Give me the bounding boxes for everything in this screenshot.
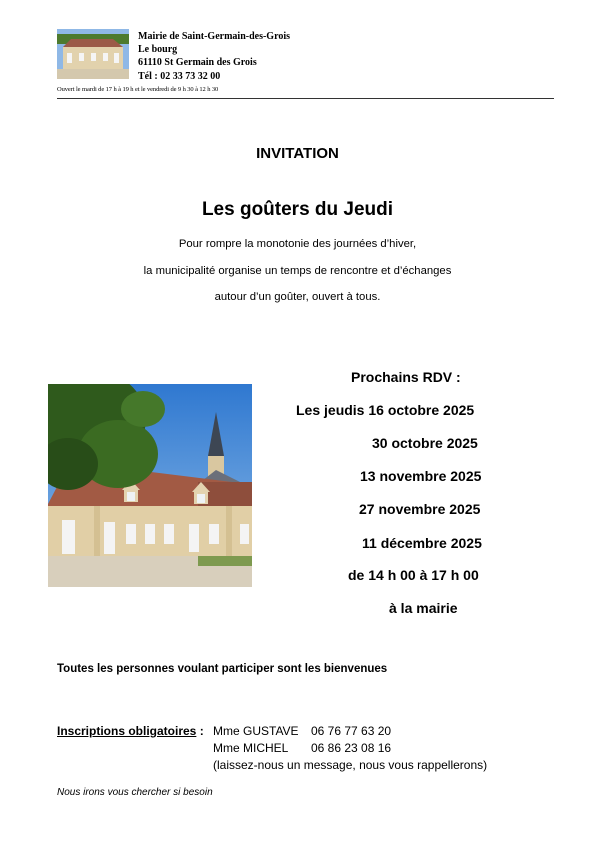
contact-name: Mme GUSTAVE xyxy=(213,724,299,738)
rdv-date: 27 novembre 2025 xyxy=(359,501,481,517)
intro-line: Pour rompre la monotonie des journées d’hiver, xyxy=(178,238,417,250)
mairie-address xyxy=(138,30,290,83)
town-hall-header-photo xyxy=(57,29,129,79)
intro-line: autour d’un goûter, ouvert à tous. xyxy=(214,291,381,303)
pickup-note: Nous irons vous chercher si besoin xyxy=(57,787,213,798)
rdv-place: à la mairie xyxy=(389,600,458,616)
address-line: Le bourg xyxy=(138,44,178,56)
contact-name: Mme MICHEL xyxy=(213,741,289,755)
welcome-text: Toutes les personnes voulant participer sont les bienvenues xyxy=(57,663,388,675)
phone-line: Tél : 02 33 73 32 00 xyxy=(138,70,221,82)
rdv-heading: Prochains RDV : xyxy=(351,369,461,385)
address-line: Mairie de Saint-Germain-des-Grois xyxy=(138,31,291,42)
contact-phone: 06 76 77 63 20 xyxy=(311,724,392,738)
rdv-date: 30 octobre 2025 xyxy=(372,435,478,451)
contact-note: (laissez-nous un message, nous vous rappellerons) xyxy=(213,758,488,772)
header-divider xyxy=(57,98,554,99)
rdv-date: 13 novembre 2025 xyxy=(360,468,482,484)
town-hall-photo xyxy=(48,384,252,587)
intro-line: la municipalité organise un temps de rencontre et d’échanges xyxy=(143,265,452,277)
rdv-first-date: Les jeudis 16 octobre 2025 xyxy=(296,402,475,418)
address-line: 61110 St Germain des Grois xyxy=(138,57,257,69)
contact-phone: 06 86 23 08 16 xyxy=(311,741,392,755)
page-title: Les goûters du Jeudi xyxy=(201,199,394,220)
inscriptions-separator: : xyxy=(196,724,204,738)
inscriptions-label xyxy=(57,724,204,738)
invitation-heading: INVITATION xyxy=(256,145,339,162)
inscriptions-label-text: Inscriptions obligatoires xyxy=(57,724,197,738)
rdv-date: 11 décembre 2025 xyxy=(362,535,482,551)
opening-hours: Ouvert le mardi de 17 h à 19 h et le vendredi de 9 h 30 à 12 h 30 xyxy=(57,86,219,93)
rdv-time: de 14 h 00 à 17 h 00 xyxy=(348,567,479,583)
